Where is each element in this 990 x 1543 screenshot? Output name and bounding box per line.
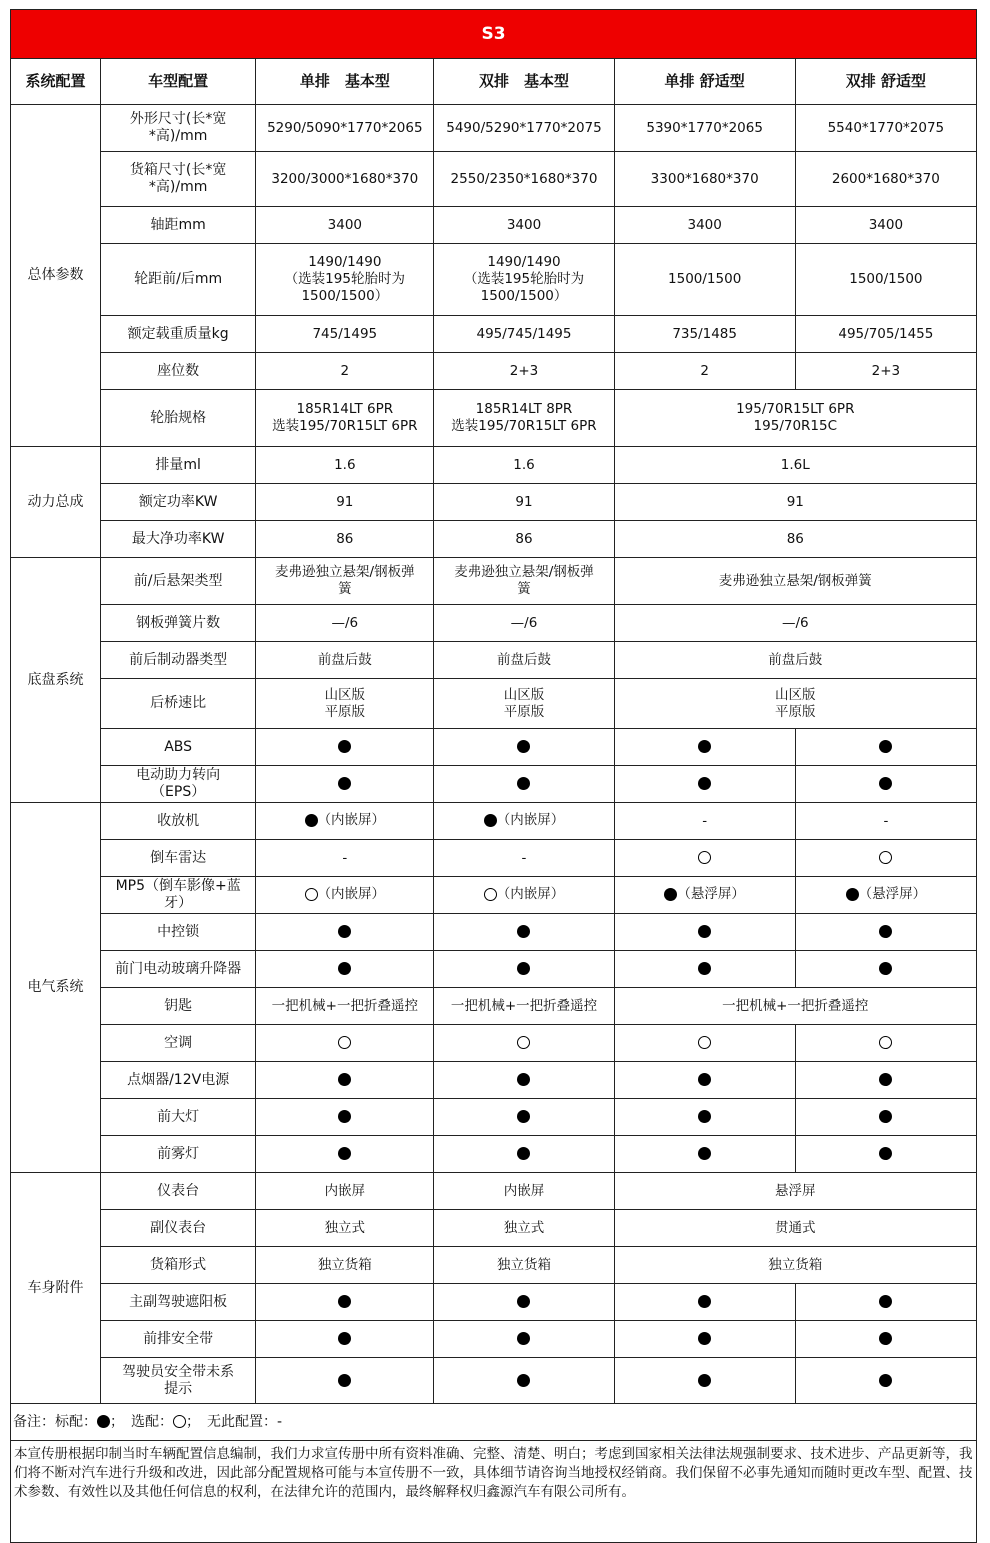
spec-cell bbox=[614, 1136, 795, 1173]
table-row bbox=[11, 207, 977, 244]
spec-cell: 麦弗逊独立悬架/钢板弹 簧 bbox=[256, 558, 434, 605]
table-row bbox=[11, 914, 977, 951]
table-row bbox=[11, 803, 977, 840]
spec-cell bbox=[614, 877, 795, 914]
standard-dot-icon bbox=[879, 1374, 892, 1387]
config-item-label: 点烟器/12V电源 bbox=[101, 1062, 256, 1099]
spec-cell bbox=[256, 1099, 434, 1136]
spec-cell: 1490/1490 （选装195轮胎时为 1500/1500） bbox=[256, 244, 434, 316]
spec-cell: 前盘后鼓 bbox=[434, 642, 614, 679]
table-row bbox=[11, 558, 977, 605]
standard-dot-icon bbox=[698, 1073, 711, 1086]
table-row bbox=[11, 152, 977, 207]
disclaimer-text: 本宣传册根据印制当时车辆配置信息编制，我们力求宣传册中所有资料准确、完整、清楚、明白；考虑到国家相关法律法规强制要求、技术进步、产品更新等，我们将不断对汽车进行升级和改进，因此部分配置规格可能与本宣传册不一致，具体细节请咨询当地授权经销商。我们保留不必事先通知而随时更改车型、配置、技术参数、有效性以及其他任何信息的权利，在法律允许的范围内，最终解释权归鑫源汽车有限公司所有。 bbox=[11, 1441, 977, 1543]
spec-cell bbox=[614, 914, 795, 951]
spec-cell bbox=[256, 729, 434, 766]
note-row bbox=[11, 1404, 977, 1441]
config-item-label: 后桥速比 bbox=[101, 679, 256, 729]
spec-cell: 2550/2350*1680*370 bbox=[434, 152, 614, 207]
spec-cell bbox=[795, 1062, 976, 1099]
spec-cell: 贯通式 bbox=[614, 1210, 976, 1247]
spec-cell bbox=[614, 951, 795, 988]
standard-dot-icon bbox=[698, 1332, 711, 1345]
table-row bbox=[11, 1173, 977, 1210]
spec-cell bbox=[434, 1062, 614, 1099]
standard-dot-icon bbox=[698, 1147, 711, 1160]
spec-cell: 5290/5090*1770*2065 bbox=[256, 105, 434, 152]
table-row bbox=[11, 1062, 977, 1099]
config-item-label: 收放机 bbox=[101, 803, 256, 840]
spec-cell: 1490/1490 （选装195轮胎时为 1500/1500） bbox=[434, 244, 614, 316]
optional-circle-icon bbox=[879, 851, 892, 864]
spec-cell: —/6 bbox=[434, 605, 614, 642]
system-label: 总体参数 bbox=[11, 105, 101, 447]
table-row bbox=[11, 1099, 977, 1136]
table-row bbox=[11, 105, 977, 152]
header-config: 车型配置 bbox=[101, 59, 256, 105]
config-item-label: 副仪表台 bbox=[101, 1210, 256, 1247]
spec-body bbox=[11, 105, 977, 1404]
standard-dot-icon bbox=[879, 740, 892, 753]
config-item-label: 最大净功率KW bbox=[101, 521, 256, 558]
spec-cell bbox=[434, 1284, 614, 1321]
standard-dot-icon bbox=[879, 1110, 892, 1123]
spec-cell bbox=[256, 1284, 434, 1321]
config-item-label: 驾驶员安全带未系 提示 bbox=[101, 1358, 256, 1404]
standard-dot-icon bbox=[517, 777, 530, 790]
spec-cell: 91 bbox=[256, 484, 434, 521]
spec-cell bbox=[614, 1099, 795, 1136]
spec-cell bbox=[256, 1358, 434, 1404]
standard-dot-icon bbox=[97, 1415, 110, 1428]
table-row bbox=[11, 729, 977, 766]
table-row bbox=[11, 951, 977, 988]
standard-dot-icon bbox=[305, 814, 318, 827]
spec-cell: 745/1495 bbox=[256, 316, 434, 353]
config-item-label: 座位数 bbox=[101, 353, 256, 390]
spec-cell bbox=[614, 766, 795, 803]
spec-cell: 3300*1680*370 bbox=[614, 152, 795, 207]
spec-cell: 91 bbox=[614, 484, 976, 521]
spec-cell bbox=[795, 1321, 976, 1358]
header-double-basic: 双排 基本型 bbox=[434, 59, 614, 105]
config-item-label: 钢板弹簧片数 bbox=[101, 605, 256, 642]
spec-cell bbox=[614, 1025, 795, 1062]
config-item-label: 排量ml bbox=[101, 447, 256, 484]
spec-cell: 1500/1500 bbox=[614, 244, 795, 316]
spec-cell: 麦弗逊独立悬架/钢板弹 簧 bbox=[434, 558, 614, 605]
spec-cell bbox=[614, 1358, 795, 1404]
config-item-label: 轮胎规格 bbox=[101, 390, 256, 447]
spec-cell bbox=[256, 803, 434, 840]
spec-cell bbox=[434, 1025, 614, 1062]
spec-cell: 91 bbox=[434, 484, 614, 521]
standard-dot-icon bbox=[517, 1110, 530, 1123]
spec-cell: 独立货箱 bbox=[434, 1247, 614, 1284]
spec-cell bbox=[795, 1358, 976, 1404]
table-row bbox=[11, 1247, 977, 1284]
spec-cell bbox=[795, 914, 976, 951]
spec-cell: - bbox=[434, 840, 614, 877]
optional-circle-icon bbox=[879, 1036, 892, 1049]
table-row bbox=[11, 679, 977, 729]
config-item-label: 仪表台 bbox=[101, 1173, 256, 1210]
standard-dot-icon bbox=[879, 1073, 892, 1086]
spec-cell bbox=[795, 766, 976, 803]
spec-cell: 前盘后鼓 bbox=[614, 642, 976, 679]
spec-cell: 山区版 平原版 bbox=[256, 679, 434, 729]
config-item-label: 空调 bbox=[101, 1025, 256, 1062]
header-single-comfort: 单排 舒适型 bbox=[614, 59, 795, 105]
spec-cell bbox=[795, 1025, 976, 1062]
note-prefix: 备注：标配： bbox=[13, 1413, 97, 1430]
header-system: 系统配置 bbox=[11, 59, 101, 105]
spec-cell: 2 bbox=[256, 353, 434, 390]
table-row bbox=[11, 484, 977, 521]
spec-cell: 5490/5290*1770*2075 bbox=[434, 105, 614, 152]
spec-cell bbox=[434, 877, 614, 914]
spec-cell: 独立货箱 bbox=[614, 1247, 976, 1284]
spec-cell: —/6 bbox=[256, 605, 434, 642]
table-row bbox=[11, 1025, 977, 1062]
spec-cell-text: （内嵌屏） bbox=[496, 812, 565, 829]
table-row bbox=[11, 1210, 977, 1247]
standard-dot-icon bbox=[517, 1073, 530, 1086]
spec-cell bbox=[795, 1099, 976, 1136]
spec-cell-text: （内嵌屏） bbox=[317, 812, 386, 829]
standard-dot-icon bbox=[698, 962, 711, 975]
system-label: 底盘系统 bbox=[11, 558, 101, 803]
spec-cell bbox=[256, 766, 434, 803]
spec-cell bbox=[256, 1321, 434, 1358]
spec-cell bbox=[434, 803, 614, 840]
table-row bbox=[11, 1321, 977, 1358]
optional-circle-icon bbox=[484, 888, 497, 901]
spec-cell bbox=[614, 1321, 795, 1358]
spec-cell: 2600*1680*370 bbox=[795, 152, 976, 207]
standard-dot-icon bbox=[517, 962, 530, 975]
spec-cell-text: （内嵌屏） bbox=[496, 886, 565, 903]
spec-cell bbox=[795, 840, 976, 877]
table-row bbox=[11, 988, 977, 1025]
disclaimer-row bbox=[11, 1441, 977, 1543]
config-item-label: 轴距mm bbox=[101, 207, 256, 244]
spec-cell: 5540*1770*2075 bbox=[795, 105, 976, 152]
spec-cell: 一把机械+一把折叠遥控 bbox=[256, 988, 434, 1025]
config-item-label: 外形尺寸(长*宽 *高)/mm bbox=[101, 105, 256, 152]
spec-cell: 2+3 bbox=[434, 353, 614, 390]
spec-cell: 185R14LT 8PR 选装195/70R15LT 6PR bbox=[434, 390, 614, 447]
standard-dot-icon bbox=[846, 888, 859, 901]
spec-cell bbox=[434, 951, 614, 988]
standard-dot-icon bbox=[879, 1332, 892, 1345]
standard-dot-icon bbox=[338, 925, 351, 938]
standard-dot-icon bbox=[338, 962, 351, 975]
standard-dot-icon bbox=[698, 740, 711, 753]
config-item-label: 主副驾驶遮阳板 bbox=[101, 1284, 256, 1321]
spec-cell bbox=[256, 951, 434, 988]
optional-circle-icon bbox=[517, 1036, 530, 1049]
spec-cell-text: （悬浮屏） bbox=[677, 886, 745, 903]
note-opt-sep: ； 无此配置：- bbox=[186, 1413, 283, 1430]
table-row bbox=[11, 447, 977, 484]
config-item-label: 钥匙 bbox=[101, 988, 256, 1025]
spec-cell bbox=[434, 766, 614, 803]
spec-cell bbox=[795, 1284, 976, 1321]
system-label: 车身附件 bbox=[11, 1173, 101, 1404]
system-label: 电气系统 bbox=[11, 803, 101, 1173]
table-row bbox=[11, 1358, 977, 1404]
table-row bbox=[11, 244, 977, 316]
standard-dot-icon bbox=[338, 1073, 351, 1086]
spec-cell bbox=[434, 729, 614, 766]
spec-cell: 3200/3000*1680*370 bbox=[256, 152, 434, 207]
spec-cell bbox=[434, 1358, 614, 1404]
standard-dot-icon bbox=[698, 1374, 711, 1387]
table-row bbox=[11, 390, 977, 447]
optional-circle-icon bbox=[698, 1036, 711, 1049]
standard-dot-icon bbox=[879, 1295, 892, 1308]
spec-cell: - bbox=[614, 803, 795, 840]
spec-cell-text: （内嵌屏） bbox=[317, 886, 386, 903]
spec-cell bbox=[256, 1025, 434, 1062]
config-item-label: 轮距前/后mm bbox=[101, 244, 256, 316]
table-row bbox=[11, 840, 977, 877]
header-double-comfort: 双排 舒适型 bbox=[795, 59, 976, 105]
standard-dot-icon bbox=[338, 777, 351, 790]
config-item-label: 前门电动玻璃升降器 bbox=[101, 951, 256, 988]
spec-cell: 内嵌屏 bbox=[256, 1173, 434, 1210]
standard-dot-icon bbox=[517, 1374, 530, 1387]
config-item-label: 前后制动器类型 bbox=[101, 642, 256, 679]
legend-note bbox=[11, 1404, 977, 1441]
standard-dot-icon bbox=[664, 888, 677, 901]
spec-cell: 1.6L bbox=[614, 447, 976, 484]
spec-cell: 495/705/1455 bbox=[795, 316, 976, 353]
standard-dot-icon bbox=[879, 777, 892, 790]
spec-cell bbox=[614, 1062, 795, 1099]
spec-cell: 山区版 平原版 bbox=[434, 679, 614, 729]
spec-cell: 山区版 平原版 bbox=[614, 679, 976, 729]
config-item-label: 额定功率KW bbox=[101, 484, 256, 521]
standard-dot-icon bbox=[879, 962, 892, 975]
header-row bbox=[11, 59, 977, 105]
spec-cell: - bbox=[795, 803, 976, 840]
spec-cell: 1.6 bbox=[434, 447, 614, 484]
spec-cell: 悬浮屏 bbox=[614, 1173, 976, 1210]
spec-cell: 一把机械+一把折叠遥控 bbox=[614, 988, 976, 1025]
optional-circle-icon bbox=[338, 1036, 351, 1049]
table-row bbox=[11, 316, 977, 353]
config-item-label: 前雾灯 bbox=[101, 1136, 256, 1173]
spec-cell bbox=[434, 1099, 614, 1136]
standard-dot-icon bbox=[698, 1295, 711, 1308]
spec-cell: 内嵌屏 bbox=[434, 1173, 614, 1210]
spec-cell: 195/70R15LT 6PR 195/70R15C bbox=[614, 390, 976, 447]
spec-cell: 独立货箱 bbox=[256, 1247, 434, 1284]
spec-cell: 独立式 bbox=[256, 1210, 434, 1247]
standard-dot-icon bbox=[879, 1147, 892, 1160]
standard-dot-icon bbox=[338, 1147, 351, 1160]
config-item-label: 前/后悬架类型 bbox=[101, 558, 256, 605]
table-title: S3 bbox=[11, 10, 977, 59]
spec-cell-text: （悬浮屏） bbox=[858, 886, 927, 903]
spec-cell bbox=[434, 1136, 614, 1173]
spec-cell: 1500/1500 bbox=[795, 244, 976, 316]
standard-dot-icon bbox=[517, 1147, 530, 1160]
spec-cell bbox=[614, 729, 795, 766]
standard-dot-icon bbox=[879, 925, 892, 938]
config-item-label: 中控锁 bbox=[101, 914, 256, 951]
spec-cell: 3400 bbox=[614, 207, 795, 244]
config-item-label: 额定载重质量kg bbox=[101, 316, 256, 353]
spec-cell: 735/1485 bbox=[614, 316, 795, 353]
note-std-sep: ； 选配： bbox=[110, 1413, 173, 1430]
spec-cell: 86 bbox=[256, 521, 434, 558]
standard-dot-icon bbox=[517, 1332, 530, 1345]
spec-cell: 2 bbox=[614, 353, 795, 390]
spec-cell bbox=[614, 1284, 795, 1321]
spec-cell bbox=[795, 1136, 976, 1173]
config-item-label: 电动助力转向 （EPS） bbox=[101, 766, 256, 803]
spec-cell: 3400 bbox=[256, 207, 434, 244]
header-single-basic: 单排 基本型 bbox=[256, 59, 434, 105]
spec-cell bbox=[434, 914, 614, 951]
config-item-label: 货箱尺寸(长*宽 *高)/mm bbox=[101, 152, 256, 207]
spec-cell: 3400 bbox=[795, 207, 976, 244]
spec-cell: —/6 bbox=[614, 605, 976, 642]
config-item-label: 倒车雷达 bbox=[101, 840, 256, 877]
standard-dot-icon bbox=[517, 1295, 530, 1308]
optional-circle-icon bbox=[305, 888, 318, 901]
spec-cell bbox=[256, 914, 434, 951]
spec-cell bbox=[795, 729, 976, 766]
table-row bbox=[11, 521, 977, 558]
optional-circle-icon bbox=[173, 1415, 186, 1428]
table-row bbox=[11, 1136, 977, 1173]
spec-cell: 3400 bbox=[434, 207, 614, 244]
spec-cell: 2+3 bbox=[795, 353, 976, 390]
optional-circle-icon bbox=[698, 851, 711, 864]
standard-dot-icon bbox=[338, 1374, 351, 1387]
spec-cell bbox=[614, 840, 795, 877]
spec-cell bbox=[795, 877, 976, 914]
spec-cell: - bbox=[256, 840, 434, 877]
standard-dot-icon bbox=[698, 925, 711, 938]
spec-cell: 前盘后鼓 bbox=[256, 642, 434, 679]
standard-dot-icon bbox=[698, 1110, 711, 1123]
spec-cell: 麦弗逊独立悬架/钢板弹簧 bbox=[614, 558, 976, 605]
spec-cell bbox=[256, 1062, 434, 1099]
table-row bbox=[11, 642, 977, 679]
table-row bbox=[11, 1284, 977, 1321]
spec-table bbox=[10, 9, 977, 1543]
standard-dot-icon bbox=[517, 925, 530, 938]
standard-dot-icon bbox=[698, 777, 711, 790]
standard-dot-icon bbox=[484, 814, 497, 827]
config-item-label: 前排安全带 bbox=[101, 1321, 256, 1358]
config-item-label: 货箱形式 bbox=[101, 1247, 256, 1284]
system-label: 动力总成 bbox=[11, 447, 101, 558]
spec-cell bbox=[434, 1321, 614, 1358]
spec-cell bbox=[256, 877, 434, 914]
config-item-label: 前大灯 bbox=[101, 1099, 256, 1136]
table-row bbox=[11, 605, 977, 642]
spec-cell: 86 bbox=[614, 521, 976, 558]
spec-cell: 独立式 bbox=[434, 1210, 614, 1247]
spec-cell: 185R14LT 6PR 选装195/70R15LT 6PR bbox=[256, 390, 434, 447]
standard-dot-icon bbox=[338, 1295, 351, 1308]
spec-cell: 1.6 bbox=[256, 447, 434, 484]
spec-cell: 一把机械+一把折叠遥控 bbox=[434, 988, 614, 1025]
spec-cell: 495/745/1495 bbox=[434, 316, 614, 353]
spec-cell: 5390*1770*2065 bbox=[614, 105, 795, 152]
spec-cell bbox=[256, 1136, 434, 1173]
standard-dot-icon bbox=[338, 1110, 351, 1123]
spec-cell: 86 bbox=[434, 521, 614, 558]
table-row bbox=[11, 877, 977, 914]
table-row bbox=[11, 766, 977, 803]
standard-dot-icon bbox=[338, 1332, 351, 1345]
spec-cell bbox=[795, 951, 976, 988]
standard-dot-icon bbox=[517, 740, 530, 753]
standard-dot-icon bbox=[338, 740, 351, 753]
config-item-label: MP5（倒车影像+蓝 牙） bbox=[101, 877, 256, 914]
config-item-label: ABS bbox=[101, 729, 256, 766]
table-row bbox=[11, 353, 977, 390]
